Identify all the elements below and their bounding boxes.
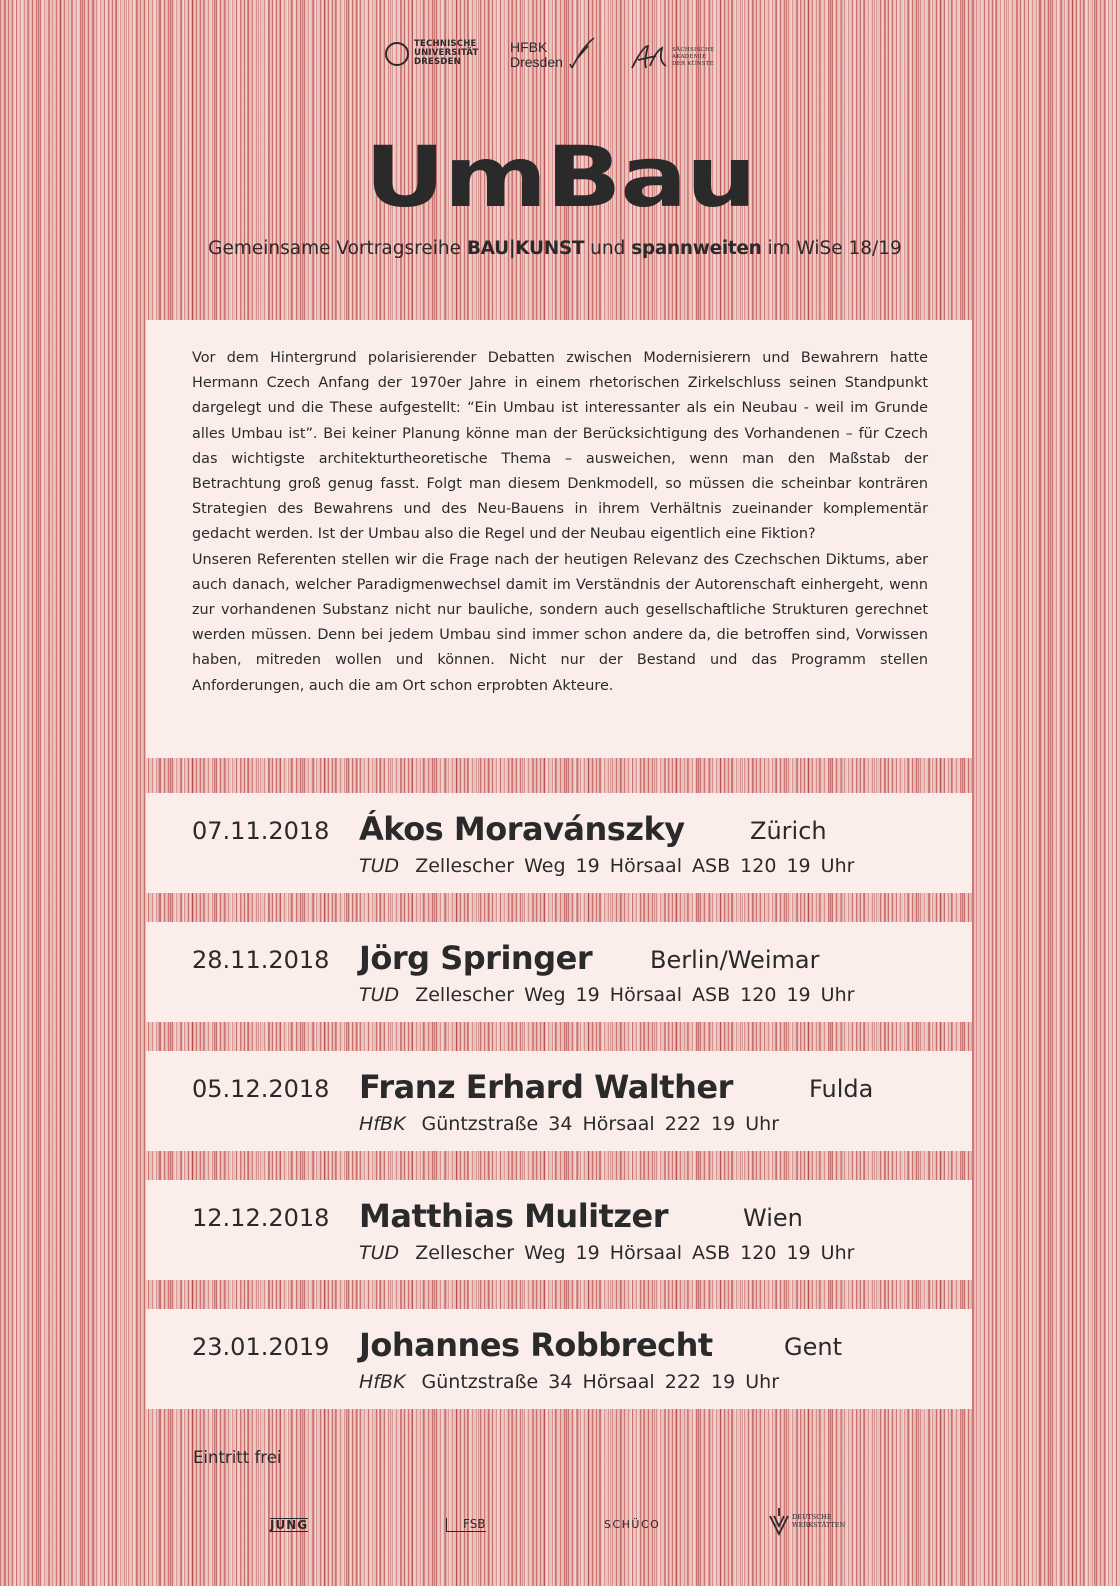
event-venue: TUD xyxy=(359,1242,400,1264)
feather-icon xyxy=(568,36,598,70)
top-logos xyxy=(385,38,745,78)
entry-notice: Eintritt frei xyxy=(193,1448,282,1467)
event-city: Wien xyxy=(743,1204,803,1232)
sponsor-schueco: SCHÜCO xyxy=(604,1518,661,1531)
event-city: Zürich xyxy=(750,817,827,845)
event-date: 23.01.2019 xyxy=(192,1333,330,1361)
event-time: 19 Uhr xyxy=(711,1113,780,1135)
sponsor-deutsche-werkstaetten xyxy=(768,1506,856,1536)
hfbk-logo-line: Dresden xyxy=(510,54,563,70)
event-venue: HfBK xyxy=(359,1371,406,1393)
page-subtitle xyxy=(0,238,1110,259)
intro-paragraph: Unseren Referenten stellen wir die Frage nach der heutigen Relevanz des Czechschen Diktums, aber auch danach, welcher Paradigmenwechsel damit im Verständnis der Autorenschaft einhergeht, wenn zur vorhandenen Substanz nicht nur bauliche, sondern auch gesellschaftliche Strukturen gerechnet werden müssen. Denn bei jedem Umbau sind immer schon andere da, die betroffen sind, Vorwissen haben, mitreden wollen und können. Nicht nur der Bestand und das Programm stellen Anforderungen, auch die am Ort schon erprobten Akteure. xyxy=(192,551,928,694)
event-date: 07.11.2018 xyxy=(192,817,330,845)
event-venue: HfBK xyxy=(359,1113,406,1135)
event-speaker: Ákos Moravánszky xyxy=(359,810,685,848)
page-title: UmBau xyxy=(364,128,756,226)
saechsische-akademie-logo xyxy=(630,42,714,72)
event-location xyxy=(359,1113,779,1135)
sponsor-jung: JUNG xyxy=(270,1518,309,1532)
event-location xyxy=(359,1371,779,1393)
event-address: Zellescher Weg 19 xyxy=(415,1242,600,1264)
series-spannweiten: spannweiten xyxy=(631,238,762,259)
saechsische-logo-line: AKADEMIE xyxy=(672,53,707,60)
event-time: 19 Uhr xyxy=(786,855,855,877)
series-baukunst: BAU|KUNST xyxy=(466,238,585,259)
event-location xyxy=(359,855,854,877)
hfbk-logo xyxy=(510,40,563,70)
werkstaetten-icon xyxy=(768,1506,790,1536)
event-card xyxy=(146,1051,972,1151)
subtitle-suffix: im WiSe 18/19 xyxy=(767,238,902,259)
event-speaker: Franz Erhard Walther xyxy=(359,1068,733,1106)
tud-logo xyxy=(385,40,478,67)
hfbk-logo-line: HFBK xyxy=(510,39,548,55)
event-location xyxy=(359,984,854,1006)
event-city: Berlin/Weimar xyxy=(650,946,820,974)
intro-paragraph: Vor dem Hintergrund polarisierender Debatten zwischen Modernisierern und Bewahrern hatte Hermann Czech Anfang der 1970er Jahre in einem rhetorischen Zirkelschluss seinen Standpunkt dargelegt und die These aufgestellt: “Ein Umbau ist interessanter als ein Neubau - weil im Grunde alles Umbau ist”. Bei keiner Planung könne man der Berücksichtigung des Vorhandenen – für Czech das wichtigste architekturtheoretische Thema – ausweichen, wenn man den Maßstab der Betrachtung groß genug fasst. Folgt man diesem Denkmodell, so müssen die scheinbar konträren Strategien des Bewahrens und des Neu-Bauens in ihrem Verhältnis zueinander komplementär gedacht werden. Ist der Umbau also die Regel und der Neubau eigentlich eine Fiktion? xyxy=(192,350,928,543)
event-room: Hörsaal ASB 120 xyxy=(609,984,777,1006)
event-time: 19 Uhr xyxy=(786,984,855,1006)
subtitle-prefix: Gemeinsame Vortragsreihe xyxy=(208,238,461,259)
event-city: Fulda xyxy=(809,1075,874,1103)
event-address: Güntzstraße 34 xyxy=(421,1113,573,1135)
intro-text-box xyxy=(146,320,972,758)
event-card xyxy=(146,1309,972,1409)
event-date: 12.12.2018 xyxy=(192,1204,330,1232)
saechsische-logo-line: DER KÜNSTE xyxy=(672,60,715,67)
event-venue: TUD xyxy=(359,984,400,1006)
sponsor-fsb: FSB xyxy=(446,1518,486,1532)
event-date: 28.11.2018 xyxy=(192,946,330,974)
event-venue: TUD xyxy=(359,855,400,877)
tud-logo-line: UNIVERSITÄT xyxy=(414,48,479,58)
event-address: Güntzstraße 34 xyxy=(421,1371,573,1393)
event-room: Hörsaal ASB 120 xyxy=(609,855,777,877)
event-card xyxy=(146,793,972,893)
subtitle-and: und xyxy=(590,238,626,259)
event-location xyxy=(359,1242,854,1264)
event-card xyxy=(146,1180,972,1280)
event-room: Hörsaal 222 xyxy=(582,1371,701,1393)
event-room: Hörsaal 222 xyxy=(582,1113,701,1135)
event-time: 19 Uhr xyxy=(711,1371,780,1393)
event-speaker: Matthias Mulitzer xyxy=(359,1197,669,1235)
event-speaker: Jörg Springer xyxy=(359,939,593,977)
event-address: Zellescher Weg 19 xyxy=(415,855,600,877)
event-time: 19 Uhr xyxy=(786,1242,855,1264)
event-date: 05.12.2018 xyxy=(192,1075,330,1103)
saechsische-logo-line: SÄCHSISCHE xyxy=(672,46,715,53)
event-address: Zellescher Weg 19 xyxy=(415,984,600,1006)
tud-logo-icon xyxy=(385,42,409,66)
event-room: Hörsaal ASB 120 xyxy=(609,1242,777,1264)
sponsor-logos xyxy=(270,1512,870,1544)
event-city: Gent xyxy=(784,1333,842,1361)
tud-logo-line: TECHNISCHE xyxy=(414,39,477,49)
tud-logo-line: DRESDEN xyxy=(414,57,461,67)
signature-icon xyxy=(630,42,668,72)
event-speaker: Johannes Robbrecht xyxy=(359,1326,713,1364)
sponsor-deutsche-werkstaetten-text: DEUTSCHE WERKSTÄTTEN xyxy=(792,1513,846,1529)
event-card xyxy=(146,922,972,1022)
